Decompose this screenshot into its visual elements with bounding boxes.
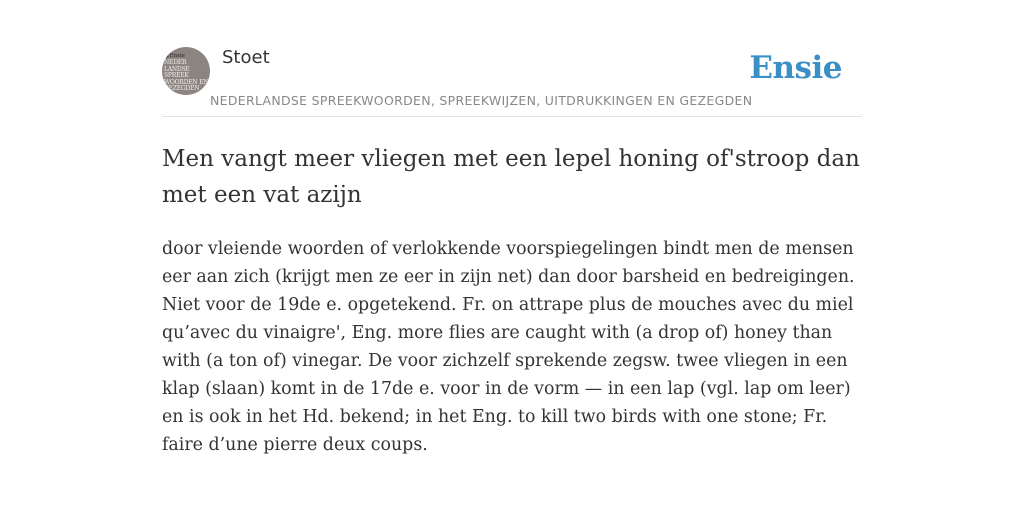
avatar-line: GEZEGDEN: [164, 85, 200, 93]
avatar-line: SPREEK: [164, 72, 189, 80]
avatar-line: WOORDEN EN: [164, 78, 209, 86]
entry-definition: door vleiende woorden of verlokkende voorspiegelingen bindt men de mensen eer aan zich (krijgt men ze eer in zijn net) dan door barsheid en bedreigingen. Niet voor de 19de e. opgetekend. Fr. on attrape plus de mouches avec du miel qu’avec du vinaigre', Eng. more flies are caught with (a drop of) honey than with (a ton of) vinegar. De voor zichzelf sprekende zegsw. twee vliegen in een klap (slaan) komt in de 17de e. voor in de vorm — in een lap (vgl. lap om leer) en is ook in het Hd. bekend; in het Eng. to kill two birds with one stone; Fr. faire d’une pierre deux coups.: [162, 239, 855, 455]
avatar-line: LANDSE: [164, 65, 190, 73]
entry-title: Men vangt meer vliegen met een lepel honing of'stroop dan met een vat azijn: [162, 146, 860, 208]
avatar-text: [164, 60, 209, 93]
site-logo[interactable]: Ensie: [749, 50, 842, 86]
entry-card: [162, 46, 862, 459]
avatar-line: NEDER: [164, 59, 187, 66]
entry-header: [162, 46, 862, 117]
source-subtitle[interactable]: NEDERLANDSE SPREEKWOORDEN, SPREEKWIJZEN, UITDRUKKINGEN EN GEZEGDEN: [210, 93, 753, 108]
avatar[interactable]: [162, 47, 210, 95]
author-name[interactable]: Stoet: [222, 47, 270, 68]
avatar-brand: @Ensie: [164, 53, 185, 59]
